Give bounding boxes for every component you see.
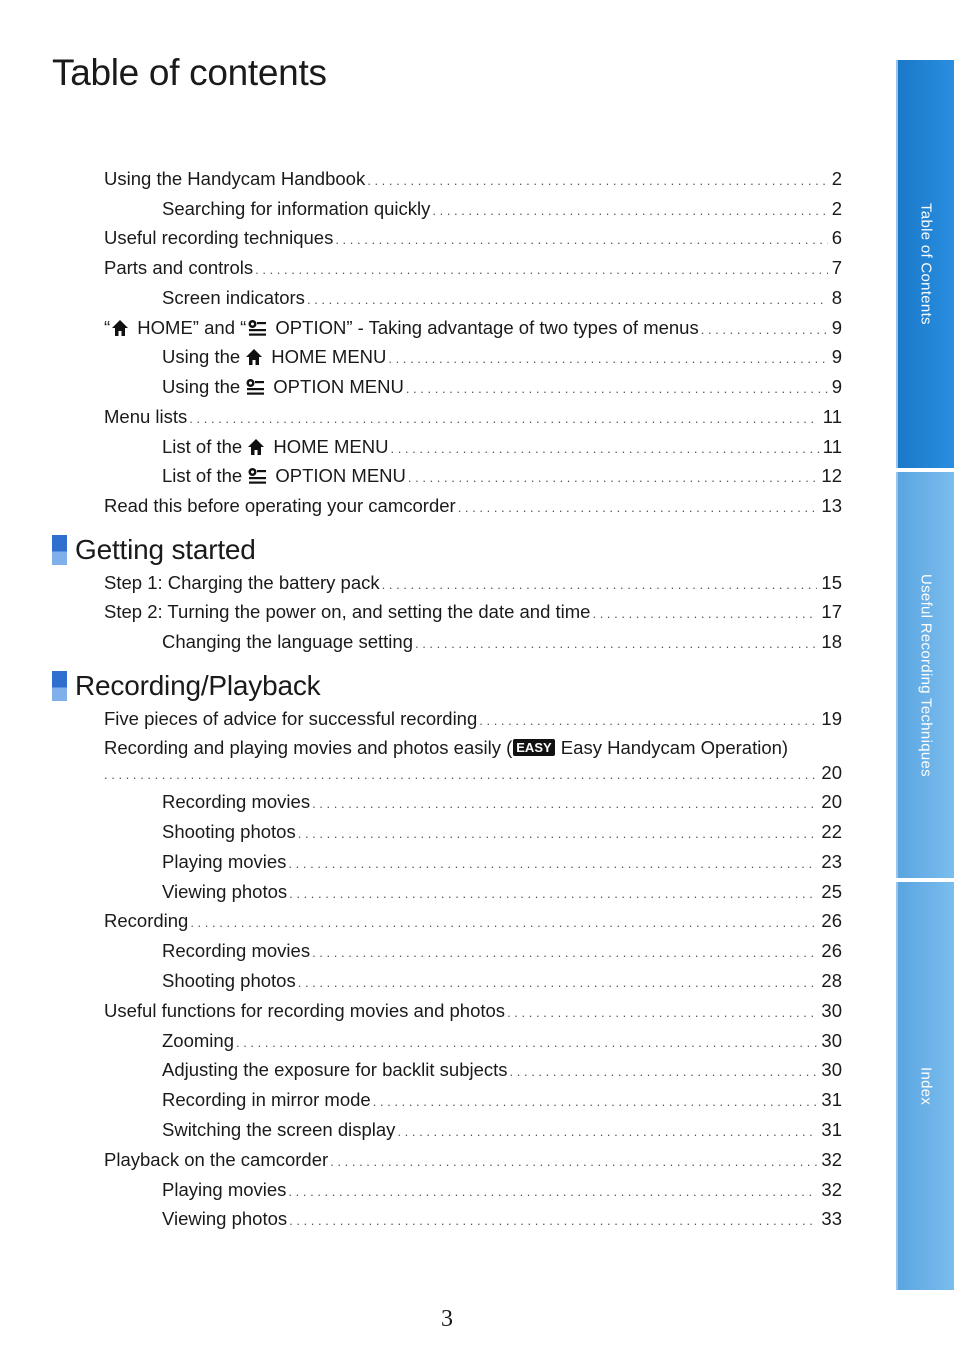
dot-leader [458,500,818,515]
toc-entry-page: 33 [821,1208,842,1229]
dot-leader [190,915,817,930]
toc-entry[interactable] [104,257,842,281]
toc-entry-page: 20 [821,762,842,783]
toc-entry-leader-line [104,762,842,786]
label-part: HOME MENU [268,436,389,457]
toc-entry-page: 17 [821,601,842,622]
toc-entry-page: 31 [821,1119,842,1140]
toc-entry-page: 32 [821,1149,842,1170]
toc-entry[interactable] [162,791,842,815]
toc-entry-page: 8 [831,287,842,308]
toc-entry-page: 22 [821,821,842,842]
page-title: Table of contents [52,52,327,93]
dot-leader [312,945,817,960]
toc-entry[interactable] [162,1059,842,1083]
label-part: List of the [162,465,243,486]
label-part: Recording and playing movies and photos easily ( [104,737,513,758]
dot-leader [298,975,818,990]
toc-entry-label: Shooting photos [162,970,296,991]
toc-entry-label: Recording [104,910,189,931]
dot-leader [507,1005,817,1020]
toc-entry-page: 11 [822,436,842,457]
dot-leader [312,796,817,811]
toc-entry-page: 2 [831,168,842,189]
dot-leader [382,577,818,592]
toc-entry[interactable] [104,317,842,341]
toc-entry[interactable] [162,1179,842,1203]
toc-entry-page: 23 [821,851,842,872]
toc-entry-page: 30 [821,1030,842,1051]
toc-entry[interactable] [104,168,842,192]
dot-leader [289,1213,817,1228]
dot-leader [592,606,817,621]
label-part: OPTION” - Taking advantage of two types of menus [270,317,699,338]
option-icon [247,319,267,337]
dot-leader [288,856,817,871]
label-part: Easy Handycam Operation) [555,737,789,758]
toc-entry-page: 6 [831,227,842,248]
dot-leader [367,173,827,188]
toc-entry-page: 15 [821,572,842,593]
toc-entry-label: Useful recording techniques [104,227,334,248]
dot-leader [397,1124,817,1139]
toc-entry-page: 31 [821,1089,842,1110]
label-part: List of the [162,436,243,457]
label-part: OPTION MENU [270,465,406,486]
toc-entry[interactable] [104,495,842,519]
toc-entry-page: 7 [831,257,842,278]
section-heading-getting-started[interactable] [52,533,256,567]
toc-entry-label: Read this before operating your camcorder [104,495,456,516]
dot-leader [189,411,819,426]
toc-entry-label [162,346,386,368]
toc-entry-page: 2 [831,198,842,219]
toc-entry-page: 26 [821,910,842,931]
toc-entry[interactable] [162,465,842,489]
toc-entry[interactable] [104,910,842,934]
label-part: Using the [162,346,241,367]
toc-entry[interactable] [162,1089,842,1113]
dot-leader [388,351,827,366]
toc-entry-page: 19 [821,708,842,729]
toc-entry-label [162,436,388,458]
toc-entry-label: Step 2: Turning the power on, and setting the date and time [104,601,591,622]
toc-entry-page: 9 [831,317,842,338]
dot-leader [406,381,828,396]
dot-leader [479,713,817,728]
toc-entry-page: 20 [821,791,842,812]
toc-entry-label: Playing movies [162,851,287,872]
toc-entry-page: 28 [821,970,842,991]
tab-table-of-contents[interactable] [896,60,954,468]
tab-label: Useful Recording Techniques [917,573,935,777]
dot-leader [390,441,818,456]
toc-entry-label: Playback on the camcorder [104,1149,329,1170]
label-part: OPTION MENU [268,376,404,397]
section-bar [52,671,67,701]
label-part: Using the [162,376,241,397]
page-number: 3 [441,1306,453,1332]
toc-entry-label: Recording movies [162,940,311,961]
toc-entry-label [162,376,404,398]
toc-entry-page: 11 [822,406,842,427]
dot-leader [415,636,817,651]
toc-entry-page: 13 [821,495,842,516]
toc-entry-label: Recording movies [162,791,311,812]
dot-leader [298,826,818,841]
label-part: HOME” and “ [132,317,247,338]
section-heading-recording-playback[interactable] [52,669,320,703]
toc-entry-label: Viewing photos [162,881,288,902]
dot-leader [236,1035,817,1050]
dot-leader [408,470,818,485]
easy-badge-icon: EASY [513,739,554,756]
section-title: Getting started [75,534,256,565]
toc-entry-label: Recording in mirror mode [162,1089,371,1110]
toc-entry-label: Viewing photos [162,1208,288,1229]
section-title: Recording/Playback [75,670,321,701]
toc-entry-label: Five pieces of advice for successful recording [104,708,478,729]
tab-index[interactable] [896,882,954,1290]
toc-entry[interactable] [162,436,842,460]
toc-entry[interactable] [162,851,842,875]
toc-entry[interactable] [162,287,842,311]
toc-entry-label [162,465,406,487]
toc-entry[interactable] [104,572,842,596]
dot-leader [335,232,827,247]
toc-entry[interactable] [104,1000,842,1024]
dot-leader [288,1184,817,1199]
toc-entry-label: Adjusting the exposure for backlit subjects [162,1059,508,1080]
section-bar [52,535,67,565]
option-icon [245,378,265,396]
option-icon [247,467,267,485]
toc-entry-label: Changing the language setting [162,631,413,652]
dot-leader [330,1154,817,1169]
dot-leader [373,1094,818,1109]
dot-leader [289,886,817,901]
toc-entry-page: 9 [831,346,842,367]
tab-label: Table of Contents [917,203,935,325]
toc-entry[interactable] [162,376,842,400]
tab-label: Index [917,1066,935,1106]
toc-entry[interactable] [162,940,842,964]
home-icon [245,348,263,366]
toc-entry-label: Playing movies [162,1179,287,1200]
dot-leader [307,292,828,307]
toc-entry-label [104,737,842,761]
toc-entry[interactable] [104,737,842,785]
toc-entry-label: Zooming [162,1030,234,1051]
toc-entry-label: Using the Handycam Handbook [104,168,366,189]
toc-entry[interactable] [162,1030,842,1054]
toc-entry-page: 25 [821,881,842,902]
toc-entry[interactable] [162,881,842,905]
toc-entry-label: Step 1: Charging the battery pack [104,572,380,593]
home-icon [111,319,129,337]
toc-entry-page: 32 [821,1179,842,1200]
toc-entry[interactable] [162,1119,842,1143]
toc-entry-page: 30 [821,1000,842,1021]
home-icon [247,438,265,456]
dot-leader [104,767,817,782]
toc-entry-label: Searching for information quickly [162,198,431,219]
label-part: “ [104,317,111,338]
toc-entry-label: Useful functions for recording movies and photos [104,1000,506,1021]
dot-leader [255,262,828,277]
toc-entry-label: Parts and controls [104,257,254,278]
toc-entry[interactable] [162,821,842,845]
toc-entry[interactable] [162,970,842,994]
toc-entry-label: Switching the screen display [162,1119,396,1140]
toc-entry-page: 18 [821,631,842,652]
toc-entry[interactable] [162,346,842,370]
toc-entry-page: 30 [821,1059,842,1080]
toc-entry-label: Screen indicators [162,287,305,308]
toc-entry[interactable] [162,631,842,655]
toc-entry-label: Shooting photos [162,821,296,842]
dot-leader [701,322,828,337]
toc-entry[interactable] [162,1208,842,1232]
dot-leader [510,1064,818,1079]
toc-entry[interactable] [104,708,842,732]
toc-entry[interactable] [104,601,842,625]
toc-entry[interactable] [162,198,842,222]
toc-entry-label: Menu lists [104,406,188,427]
toc-entry[interactable] [104,227,842,251]
tab-useful-recording-techniques[interactable] [896,472,954,878]
dot-leader [432,203,827,218]
toc-entry-label [104,317,699,339]
label-part: HOME MENU [266,346,387,367]
toc-entry-page: 12 [821,465,842,486]
side-tab-nav [896,60,954,1290]
toc-entry[interactable] [104,406,842,430]
toc-entry-page: 9 [831,376,842,397]
toc-entry[interactable] [104,1149,842,1173]
toc-entry-page: 26 [821,940,842,961]
